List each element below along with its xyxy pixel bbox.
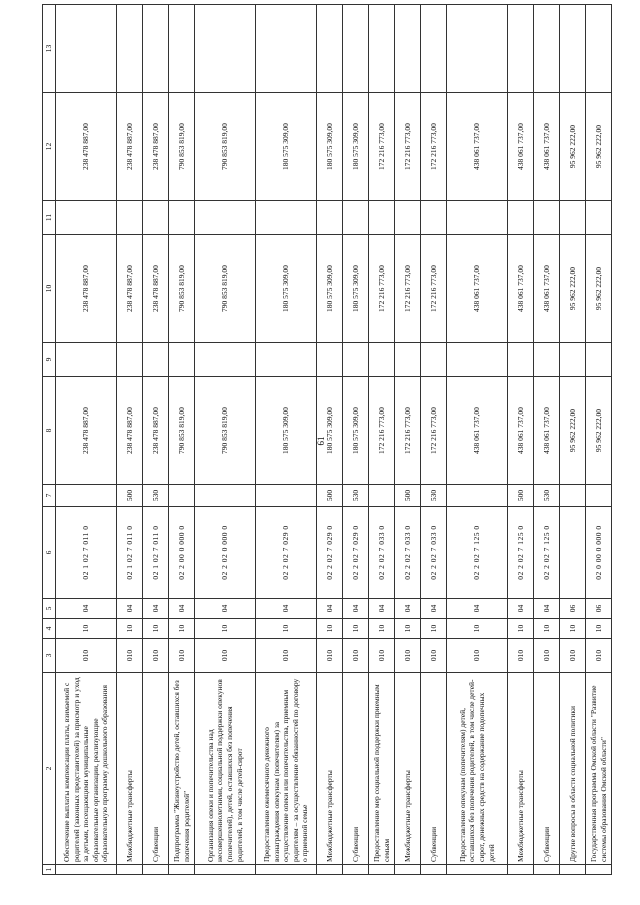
table-row bbox=[534, 5, 560, 875]
table-cell-col-4: 10 bbox=[256, 619, 317, 639]
table-cell-col-3: 010 bbox=[534, 639, 560, 673]
table-row bbox=[447, 5, 508, 875]
table-cell-col-12: 95 962 222,00 bbox=[560, 93, 586, 201]
table-cell-col-3: 010 bbox=[117, 639, 143, 673]
table-cell-col-11 bbox=[395, 201, 421, 235]
table-cell-col-13 bbox=[395, 5, 421, 93]
table-cell-col-13 bbox=[421, 5, 447, 93]
table-cell-col-4: 10 bbox=[560, 619, 586, 639]
header-cell-4: 4 bbox=[43, 619, 56, 639]
table-cell-col-6: 02 2 02 7 033 0 bbox=[369, 507, 395, 599]
table-cell-col-8: 790 853 819,00 bbox=[195, 377, 256, 485]
table-cell-col-11 bbox=[586, 201, 612, 235]
table-cell-col-6: 02 2 02 0 000 0 bbox=[195, 507, 256, 599]
table-row bbox=[56, 5, 117, 875]
table-cell-col-9 bbox=[117, 343, 143, 377]
table-cell-col-10: 790 853 819,00 bbox=[169, 235, 195, 343]
table-cell-col-6: 02 2 02 7 125 0 bbox=[534, 507, 560, 599]
table-cell-col-7 bbox=[586, 485, 612, 507]
table-cell-col-2: Обеспечение выплаты компенсации платы, взимаемой с родителей (законных представителей) за присмотр и уход за детьми, посещающими муниципальные образовательные организации, реализующие образовательную программу дошкольного образования bbox=[56, 673, 117, 865]
table-cell-col-8: 238 478 887,00 bbox=[143, 377, 169, 485]
table-cell-col-3: 010 bbox=[447, 639, 508, 673]
table-cell-col-3: 010 bbox=[56, 639, 117, 673]
table-cell-col-3: 010 bbox=[169, 639, 195, 673]
table-cell-col-13 bbox=[195, 5, 256, 93]
table-cell-col-8: 172 216 773,00 bbox=[395, 377, 421, 485]
table-cell-col-2: Субвенции bbox=[421, 673, 447, 865]
table-cell-col-9 bbox=[508, 343, 534, 377]
table-cell-col-2: Субвенции bbox=[143, 673, 169, 865]
column-number-header bbox=[43, 5, 56, 875]
table-row bbox=[317, 5, 343, 875]
table-cell-col-3: 010 bbox=[317, 639, 343, 673]
table-cell-col-9 bbox=[534, 343, 560, 377]
table-cell-col-7: 530 bbox=[534, 485, 560, 507]
table-cell-col-8: 180 575 309,00 bbox=[256, 377, 317, 485]
table-cell-col-10: 95 962 222,00 bbox=[560, 235, 586, 343]
table-cell-col-7 bbox=[560, 485, 586, 507]
table-cell-col-3: 010 bbox=[395, 639, 421, 673]
table-cell-col-7 bbox=[369, 485, 395, 507]
table-cell-col-1 bbox=[117, 865, 143, 875]
table-cell-col-11 bbox=[369, 201, 395, 235]
table-cell-col-1 bbox=[395, 865, 421, 875]
table-cell-col-8: 180 575 309,00 bbox=[317, 377, 343, 485]
table-cell-col-7: 530 bbox=[143, 485, 169, 507]
table-cell-col-7 bbox=[256, 485, 317, 507]
table-cell-col-1 bbox=[421, 865, 447, 875]
table-cell-col-1 bbox=[560, 865, 586, 875]
table-cell-col-3: 010 bbox=[421, 639, 447, 673]
table-cell-col-5: 04 bbox=[369, 599, 395, 619]
table-row bbox=[117, 5, 143, 875]
table-cell-col-13 bbox=[317, 5, 343, 93]
table-cell-col-10: 172 216 773,00 bbox=[395, 235, 421, 343]
table-cell-col-2: Предоставление опекунам (попечителям) детей, оставшихся без попечения родителей, в том числе детей-сирот, денежных средств на содержание подопечных детей bbox=[447, 673, 508, 865]
table-cell-col-1 bbox=[508, 865, 534, 875]
table-cell-col-4: 10 bbox=[369, 619, 395, 639]
table-cell-col-10: 438 061 737,00 bbox=[508, 235, 534, 343]
table-cell-col-3: 010 bbox=[343, 639, 369, 673]
table-row bbox=[395, 5, 421, 875]
table-cell-col-4: 10 bbox=[534, 619, 560, 639]
table-cell-col-6: 02 2 02 7 125 0 bbox=[447, 507, 508, 599]
table-cell-col-12: 180 575 309,00 bbox=[256, 93, 317, 201]
table-cell-col-4: 10 bbox=[508, 619, 534, 639]
table-cell-col-13 bbox=[560, 5, 586, 93]
table-cell-col-10: 438 061 737,00 bbox=[447, 235, 508, 343]
table-cell-col-7 bbox=[169, 485, 195, 507]
table-cell-col-4: 10 bbox=[343, 619, 369, 639]
table-cell-col-12: 172 216 773,00 bbox=[395, 93, 421, 201]
table-cell-col-8: 180 575 309,00 bbox=[343, 377, 369, 485]
table-cell-col-3: 010 bbox=[256, 639, 317, 673]
table-cell-col-1 bbox=[534, 865, 560, 875]
table-cell-col-1 bbox=[369, 865, 395, 875]
header-cell-11: 11 bbox=[43, 201, 56, 235]
table-cell-col-12: 95 962 222,00 bbox=[586, 93, 612, 201]
table-cell-col-10: 790 853 819,00 bbox=[195, 235, 256, 343]
table-cell-col-11 bbox=[256, 201, 317, 235]
table-cell-col-13 bbox=[143, 5, 169, 93]
table-cell-col-4: 10 bbox=[317, 619, 343, 639]
table-cell-col-4: 10 bbox=[421, 619, 447, 639]
table-cell-col-8: 438 061 737,00 bbox=[508, 377, 534, 485]
table-cell-col-9 bbox=[317, 343, 343, 377]
table-row bbox=[195, 5, 256, 875]
table-cell-col-7 bbox=[447, 485, 508, 507]
table-cell-col-1 bbox=[169, 865, 195, 875]
table-cell-col-2: Государственная программа Омской области "Развитие системы образования Омской области" bbox=[586, 673, 612, 865]
table-cell-col-10: 180 575 309,00 bbox=[343, 235, 369, 343]
table-cell-col-1 bbox=[586, 865, 612, 875]
table-cell-col-6: 02 0 00 0 000 0 bbox=[586, 507, 612, 599]
header-cell-6: 6 bbox=[43, 507, 56, 599]
header-cell-5: 5 bbox=[43, 599, 56, 619]
table-row bbox=[369, 5, 395, 875]
table-cell-col-11 bbox=[169, 201, 195, 235]
table-cell-col-11 bbox=[343, 201, 369, 235]
table-cell-col-8: 438 061 737,00 bbox=[534, 377, 560, 485]
table-cell-col-8: 238 478 887,00 bbox=[117, 377, 143, 485]
table-cell-col-9 bbox=[256, 343, 317, 377]
table-cell-col-4: 10 bbox=[56, 619, 117, 639]
table-cell-col-5: 04 bbox=[447, 599, 508, 619]
table-cell-col-6: 02 2 02 7 029 0 bbox=[256, 507, 317, 599]
table-cell-col-6: 02 2 02 7 033 0 bbox=[395, 507, 421, 599]
table-cell-col-2: Предоставление ежемесячного денежного вознаграждения опекунам (попечителям) за осуществление опеки или попечительства, приемным родителям – за осуществление обязанностей по договору о приемной семье bbox=[256, 673, 317, 865]
table-cell-col-2: Другие вопросы в области социальной политики bbox=[560, 673, 586, 865]
table-cell-col-7: 500 bbox=[117, 485, 143, 507]
header-cell-9: 9 bbox=[43, 343, 56, 377]
header-cell-10: 10 bbox=[43, 235, 56, 343]
table-cell-col-9 bbox=[195, 343, 256, 377]
table-cell-col-4: 10 bbox=[395, 619, 421, 639]
header-cell-7: 7 bbox=[43, 485, 56, 507]
table-cell-col-10: 238 478 887,00 bbox=[117, 235, 143, 343]
table-cell-col-13 bbox=[534, 5, 560, 93]
table-cell-col-6: 02 2 02 7 029 0 bbox=[317, 507, 343, 599]
table-cell-col-11 bbox=[534, 201, 560, 235]
table-cell-col-12: 180 575 309,00 bbox=[317, 93, 343, 201]
table-cell-col-8: 790 853 819,00 bbox=[169, 377, 195, 485]
header-cell-13: 13 bbox=[43, 5, 56, 93]
table-cell-col-11 bbox=[447, 201, 508, 235]
table-row bbox=[256, 5, 317, 875]
table-cell-col-10: 438 061 737,00 bbox=[534, 235, 560, 343]
table-cell-col-13 bbox=[56, 5, 117, 93]
table-cell-col-2: Предоставление мер социальной поддержки приемным семьям bbox=[369, 673, 395, 865]
table-cell-col-12: 238 478 887,00 bbox=[56, 93, 117, 201]
table-cell-col-11 bbox=[421, 201, 447, 235]
table-cell-col-13 bbox=[256, 5, 317, 93]
table-cell-col-3: 010 bbox=[369, 639, 395, 673]
table-cell-col-9 bbox=[586, 343, 612, 377]
table-cell-col-5: 04 bbox=[343, 599, 369, 619]
table-cell-col-13 bbox=[169, 5, 195, 93]
table-cell-col-10: 180 575 309,00 bbox=[317, 235, 343, 343]
table-cell-col-1 bbox=[317, 865, 343, 875]
table-cell-col-12: 238 478 887,00 bbox=[117, 93, 143, 201]
table-cell-col-8: 172 216 773,00 bbox=[369, 377, 395, 485]
table-cell-col-10: 238 478 887,00 bbox=[56, 235, 117, 343]
table-cell-col-6: 02 2 02 7 029 0 bbox=[343, 507, 369, 599]
table-cell-col-12: 438 061 737,00 bbox=[534, 93, 560, 201]
table-cell-col-7: 500 bbox=[317, 485, 343, 507]
table-row bbox=[169, 5, 195, 875]
table-cell-col-6 bbox=[560, 507, 586, 599]
table-cell-col-8: 238 478 887,00 bbox=[56, 377, 117, 485]
table-cell-col-4: 10 bbox=[447, 619, 508, 639]
table-cell-col-5: 04 bbox=[534, 599, 560, 619]
table-cell-col-5: 04 bbox=[421, 599, 447, 619]
table-cell-col-9 bbox=[56, 343, 117, 377]
table-cell-col-1 bbox=[143, 865, 169, 875]
table-cell-col-12: 180 575 309,00 bbox=[343, 93, 369, 201]
table-row bbox=[508, 5, 534, 875]
table-cell-col-12: 438 061 737,00 bbox=[447, 93, 508, 201]
table-cell-col-5: 06 bbox=[560, 599, 586, 619]
table-cell-col-4: 10 bbox=[195, 619, 256, 639]
table-cell-col-2: Межбюджетные трансферты bbox=[508, 673, 534, 865]
table-cell-col-10: 172 216 773,00 bbox=[421, 235, 447, 343]
table-cell-col-4: 10 bbox=[117, 619, 143, 639]
table-cell-col-10: 172 216 773,00 bbox=[369, 235, 395, 343]
table-cell-col-10: 95 962 222,00 bbox=[586, 235, 612, 343]
table-cell-col-7: 530 bbox=[343, 485, 369, 507]
table-cell-col-5: 04 bbox=[317, 599, 343, 619]
header-cell-1: 1 bbox=[43, 865, 56, 875]
table-cell-col-7: 530 bbox=[421, 485, 447, 507]
table-cell-col-8: 95 962 222,00 bbox=[560, 377, 586, 485]
table-cell-col-2: Межбюджетные трансферты bbox=[117, 673, 143, 865]
table-cell-col-1 bbox=[256, 865, 317, 875]
budget-table bbox=[42, 4, 612, 875]
table-cell-col-3: 010 bbox=[143, 639, 169, 673]
table-cell-col-11 bbox=[317, 201, 343, 235]
table-cell-col-2: Межбюджетные трансферты bbox=[395, 673, 421, 865]
table-cell-col-8: 172 216 773,00 bbox=[421, 377, 447, 485]
table-cell-col-2: Организация опеки и попечительства над несовершеннолетними, социальной поддержки опекунов (попечителей), детей, оставшихся без попечения родителей, в том числе детей-сирот bbox=[195, 673, 256, 865]
table-cell-col-4: 10 bbox=[586, 619, 612, 639]
table-cell-col-3: 010 bbox=[560, 639, 586, 673]
table-cell-col-3: 010 bbox=[508, 639, 534, 673]
table-cell-col-12: 790 853 819,00 bbox=[169, 93, 195, 201]
header-cell-12: 12 bbox=[43, 93, 56, 201]
header-cell-2: 2 bbox=[43, 673, 56, 865]
table-cell-col-2: Субвенции bbox=[534, 673, 560, 865]
table-cell-col-13 bbox=[343, 5, 369, 93]
table-cell-col-7 bbox=[56, 485, 117, 507]
table-cell-col-9 bbox=[143, 343, 169, 377]
table-cell-col-6: 02 1 02 7 011 0 bbox=[56, 507, 117, 599]
table-cell-col-12: 790 853 819,00 bbox=[195, 93, 256, 201]
page-number: 61 bbox=[316, 436, 326, 446]
table-row bbox=[586, 5, 612, 875]
table-cell-col-11 bbox=[508, 201, 534, 235]
table-cell-col-5: 04 bbox=[143, 599, 169, 619]
table-cell-col-9 bbox=[343, 343, 369, 377]
table-cell-col-5: 04 bbox=[256, 599, 317, 619]
header-cell-8: 8 bbox=[43, 377, 56, 485]
table-cell-col-3: 010 bbox=[586, 639, 612, 673]
table-cell-col-9 bbox=[395, 343, 421, 377]
table-cell-col-11 bbox=[560, 201, 586, 235]
table-cell-col-4: 10 bbox=[143, 619, 169, 639]
table-cell-col-7 bbox=[195, 485, 256, 507]
table-cell-col-6: 02 2 02 7 033 0 bbox=[421, 507, 447, 599]
table-cell-col-5: 04 bbox=[56, 599, 117, 619]
table-cell-col-12: 172 216 773,00 bbox=[421, 93, 447, 201]
table-cell-col-9 bbox=[560, 343, 586, 377]
table-cell-col-3: 010 bbox=[195, 639, 256, 673]
table-cell-col-11 bbox=[143, 201, 169, 235]
table-cell-col-13 bbox=[586, 5, 612, 93]
table-cell-col-5: 04 bbox=[195, 599, 256, 619]
table-cell-col-1 bbox=[56, 865, 117, 875]
table-cell-col-9 bbox=[421, 343, 447, 377]
rotated-table-wrapper bbox=[42, 5, 612, 875]
table-cell-col-5: 04 bbox=[395, 599, 421, 619]
table-cell-col-6: 02 2 02 7 125 0 bbox=[508, 507, 534, 599]
table-cell-col-9 bbox=[369, 343, 395, 377]
table-cell-col-12: 438 061 737,00 bbox=[508, 93, 534, 201]
table-cell-col-5: 06 bbox=[586, 599, 612, 619]
table-cell-col-2: Субвенции bbox=[343, 673, 369, 865]
table-cell-col-6: 02 1 02 7 011 0 bbox=[143, 507, 169, 599]
table-cell-col-11 bbox=[117, 201, 143, 235]
table-cell-col-6: 02 1 02 7 011 0 bbox=[117, 507, 143, 599]
table-cell-col-12: 238 478 887,00 bbox=[143, 93, 169, 201]
table-cell-col-5: 04 bbox=[508, 599, 534, 619]
table-cell-col-1 bbox=[343, 865, 369, 875]
table-cell-col-1 bbox=[195, 865, 256, 875]
table-cell-col-11 bbox=[56, 201, 117, 235]
table-cell-col-13 bbox=[447, 5, 508, 93]
table-row bbox=[343, 5, 369, 875]
table-cell-col-5: 04 bbox=[117, 599, 143, 619]
table-cell-col-8: 438 061 737,00 bbox=[447, 377, 508, 485]
table-cell-col-10: 180 575 309,00 bbox=[256, 235, 317, 343]
table-row bbox=[560, 5, 586, 875]
table-cell-col-2: Межбюджетные трансферты bbox=[317, 673, 343, 865]
table-cell-col-4: 10 bbox=[169, 619, 195, 639]
table-row bbox=[421, 5, 447, 875]
table-cell-col-5: 04 bbox=[169, 599, 195, 619]
table-cell-col-13 bbox=[508, 5, 534, 93]
table-cell-col-7: 500 bbox=[508, 485, 534, 507]
table-cell-col-13 bbox=[369, 5, 395, 93]
table-cell-col-9 bbox=[447, 343, 508, 377]
table-cell-col-12: 172 216 773,00 bbox=[369, 93, 395, 201]
table-row bbox=[143, 5, 169, 875]
table-cell-col-9 bbox=[169, 343, 195, 377]
table-cell-col-8: 95 962 222,00 bbox=[586, 377, 612, 485]
table-cell-col-10: 238 478 887,00 bbox=[143, 235, 169, 343]
table-cell-col-7: 500 bbox=[395, 485, 421, 507]
table-cell-col-2: Подпрограмма "Жизнеустройство детей, оставшихся без попечения родителей" bbox=[169, 673, 195, 865]
table-body bbox=[56, 5, 612, 875]
table-cell-col-1 bbox=[447, 865, 508, 875]
table-cell-col-6: 02 2 00 0 000 0 bbox=[169, 507, 195, 599]
header-cell-3: 3 bbox=[43, 639, 56, 673]
table-cell-col-13 bbox=[117, 5, 143, 93]
table-cell-col-11 bbox=[195, 201, 256, 235]
